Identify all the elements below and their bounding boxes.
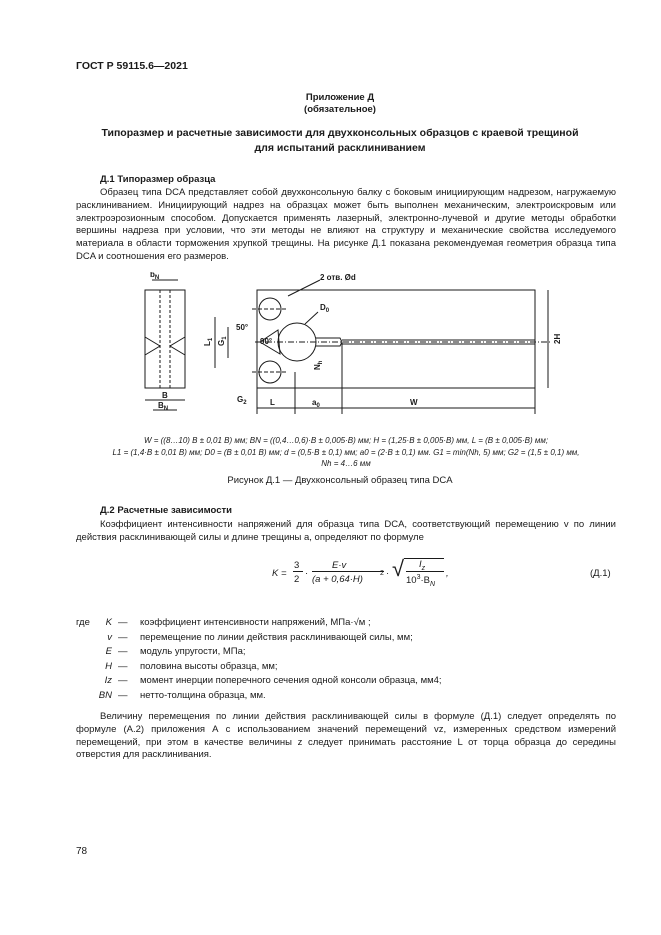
frac1-bar: [293, 571, 303, 572]
closing-text: Величину перемещения по линии действия расклинивающей силы в формуле (Д.1) следует определять по формуле (А.2) приложения А с использованием значений перемещений vz, измеренных средством измерений перемещений, при этом в качестве величины z следует принимать расстояние L от торца образца до середины отверстия для расклинивания.: [76, 711, 616, 761]
section-1-text: Образец типа DCA представляет собой двухконсольную балку с боковым инициирующим надрезом, нагружаемую расклиниванием. Инициирующий надрез на образцах может быть выполнен механическим, электроискровым или электроэрозионным способом. Допускается применять лазерный, электронно-лучевой и другие методы обработки вершины надреза при условии, что эти методы не влияют на структуру и механические свойства исследуемого материала в области торможения хрупкой трещины. На рисунке Д.1 показана рекомендуемая геометрия образца типа DCA и соотношения его размеров.: [76, 187, 616, 262]
formula-lhs: K =: [272, 568, 287, 579]
frac1-den: 2: [294, 574, 300, 585]
label-Nh: $N_h$: [313, 360, 324, 370]
where-item: Iz — момент инерции поперечного сечения одной консоли образца, мм4;: [76, 674, 442, 689]
where-sym: H: [105, 660, 112, 672]
label-2H: 2H: [553, 333, 562, 344]
specimen-drawing: [120, 272, 570, 422]
title-line-1: Типоразмер и расчетные зависимости для двухконсольных образцов с краевой трещиной: [101, 127, 579, 139]
label-G2: $G_2$: [237, 395, 247, 406]
figure-note-3: Nh = 4…6 мм: [321, 459, 371, 468]
section-1-paragraph: [76, 187, 616, 264]
where-item: BN — нетто-толщина образца, мм.: [76, 689, 442, 704]
frac2-den: (a + 0,64·H): [312, 574, 363, 585]
label-B: B: [162, 391, 168, 400]
frac2-num: E·v: [332, 560, 347, 571]
label-G1: $G_1$: [217, 336, 228, 346]
label-90deg: 90°: [260, 337, 273, 346]
where-item: v — перемещение по линии действия расклинивающей силы, мм;: [76, 631, 442, 646]
where-text: модуль упругости, МПа;: [140, 646, 246, 657]
where-item: где K — коэффициент интенсивности напряжений, МПа·√м ;: [76, 616, 442, 631]
where-sym: E: [105, 646, 112, 657]
label-bN: $b_N$: [150, 272, 160, 281]
label-50deg: 50°: [236, 323, 249, 332]
where-lead: где: [76, 617, 90, 628]
figure-caption: Рисунок Д.1 — Двухконсольный образец типа DCA: [227, 475, 453, 486]
label-L1: $L_1$: [203, 337, 214, 346]
front-view-outline: [257, 290, 535, 388]
where-sym: K: [105, 617, 112, 628]
document-id: ГОСТ Р 59115.6—2021: [76, 60, 188, 72]
formula-d1: [272, 556, 462, 598]
side-notch-left: [145, 337, 160, 355]
section-2-title: Д.2 Расчетные зависимости: [100, 505, 233, 516]
label-holes: 2 отв. Ød: [320, 273, 356, 282]
formula-comma: ,: [446, 568, 449, 579]
where-text: половина высоты образца, мм;: [140, 660, 278, 672]
annex-main-title: [60, 126, 620, 156]
annex-heading: [60, 92, 620, 116]
where-item: E — модуль упругости, МПа;: [76, 645, 442, 660]
frac2-bar: [312, 571, 384, 572]
sqrt-den: $10^3\cdot B_N$: [406, 574, 436, 589]
side-view-outline: [145, 290, 185, 388]
label-W: W: [410, 398, 418, 407]
frac2-exp: 2: [380, 570, 384, 577]
where-item: H — половина высоты образца, мм;: [76, 660, 442, 675]
closing-paragraph: [76, 711, 616, 762]
section-2-intro: [76, 519, 616, 545]
dot2: ·: [386, 568, 390, 579]
page-number: 78: [76, 846, 88, 857]
where-text: коэффициент интенсивности напряжений, МПа·√м ;: [140, 617, 371, 628]
label-BN: $B_N$: [158, 401, 169, 412]
title-line-2: для испытаний расклиниванием: [254, 142, 426, 154]
sqrt-sign: √: [392, 556, 405, 581]
where-text: перемещение по линии действия расклинивающей силы, мм;: [140, 631, 413, 643]
label-a0: $a_0$: [312, 398, 320, 409]
section-2-text: Коэффициент интенсивности напряжений для образца типа DCA, соответствующий перемещению v по линии действия расклинивающей силы и длине трещины a, определяют по формуле: [76, 519, 616, 543]
figure-note-2: L1 = (1,4·B ± 0,01 B) мм; D0 = (B ± 0,01 B) мм; d = (0,5·B ± 0,1) мм; a0 = (2·B ± 0,1) мм. G1 = min(Nh, 5) мм; G2 = (1,5 ± 0,1) мм,: [112, 447, 580, 457]
where-text: момент инерции поперечного сечения одной консоли образца, мм4;: [140, 675, 442, 686]
annex-status: (обязательное): [304, 104, 376, 115]
where-text: нетто-толщина образца, мм.: [140, 689, 266, 701]
sqrt-bar: [406, 571, 444, 572]
dot1: ·: [305, 568, 309, 579]
where-list: [76, 616, 442, 703]
label-L: L: [270, 398, 275, 407]
label-D0: $D_0$: [320, 303, 330, 314]
frac1-num: 3: [294, 560, 300, 571]
annex-title: Приложение Д: [305, 92, 375, 103]
section-1-title: Д.1 Типоразмер образца: [100, 174, 216, 185]
sqrt-num: $I_z$: [419, 559, 426, 572]
figure-notes: [76, 435, 616, 470]
where-sym: BN: [98, 689, 112, 701]
where-sym: v: [107, 631, 112, 643]
where-sym: Iz: [104, 675, 112, 686]
figure-note-1: W = ((8…10) B ± 0,01 B) мм; BN = ((0,4…0,6)·B ± 0,005·B) мм; H = (1,25·B ± 0,005·B) мм, L = (B ± 0,005·B) мм;: [143, 436, 549, 445]
side-notch-right: [170, 337, 185, 355]
equation-number: (Д.1): [590, 568, 611, 579]
